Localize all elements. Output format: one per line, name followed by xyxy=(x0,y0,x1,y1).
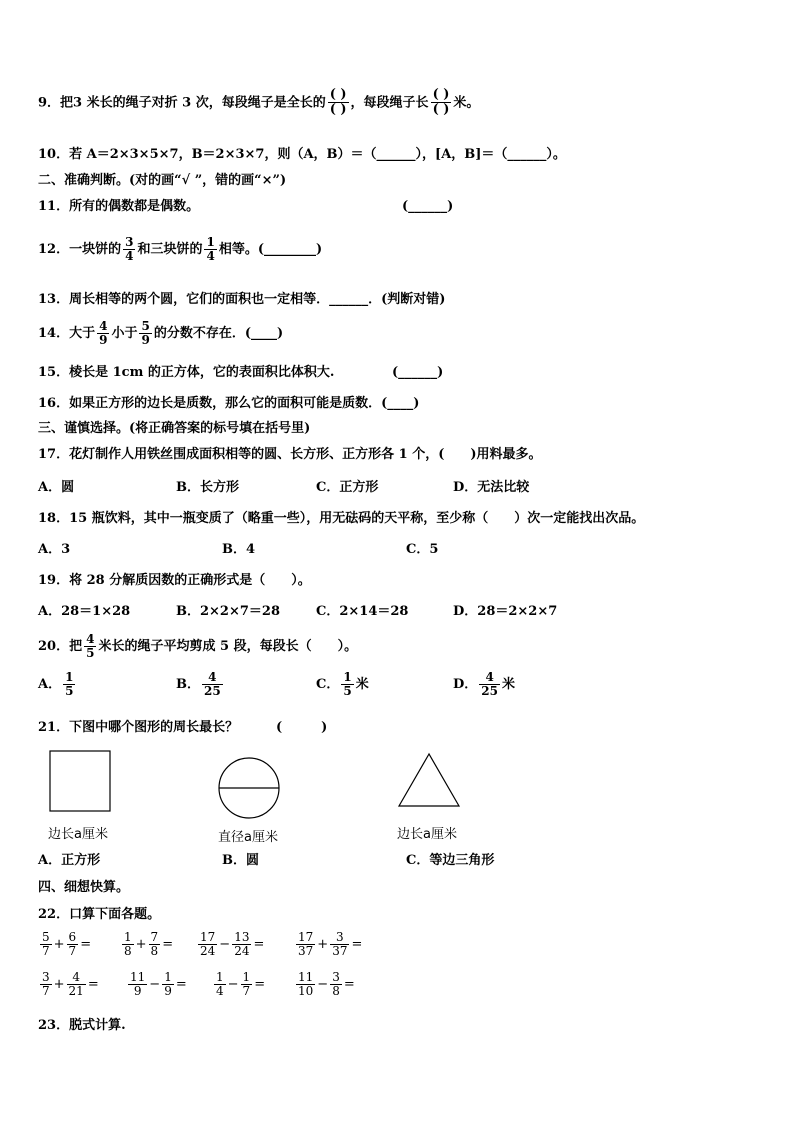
option-a[interactable]: A． $\frac{1}{5}$ xyxy=(38,670,74,699)
option-c[interactable]: C．2×14＝28 xyxy=(316,604,409,619)
fraction: $\frac{1}{4}$ xyxy=(206,235,215,264)
question-13: 13．周长相等的两个圆，它们的面积也一定相等．______．(判断对错) xyxy=(38,292,446,307)
answer-blank[interactable]: (______) xyxy=(402,199,454,214)
option-c[interactable]: C．正方形 xyxy=(316,480,379,495)
option-c[interactable]: C． $\frac{1}{5}$ 米 xyxy=(316,670,369,699)
triangle-shape xyxy=(399,754,459,806)
option-a[interactable]: A．圆 xyxy=(38,480,75,495)
triangle-label: 边长a厘米 xyxy=(397,827,457,842)
question-20: 20．把 $\frac{4}{5}$ 米长的绳子平均剪成 5 段，每段长（ ）。 xyxy=(38,632,358,661)
section-2-heading: 二、准确判断。(对的画“√ ”，错的画“×”) xyxy=(38,173,287,188)
question-15: 15．棱长是 1cm 的正方体，它的表面积比体积大. xyxy=(38,365,335,380)
section-3-heading: 三、谨慎选择。(将正确答案的标号填在括号里) xyxy=(38,421,311,436)
question-19: 19．将 28 分解质因数的正确形式是（ ）。 xyxy=(38,573,311,588)
question-9: 9．把3 米长的绳子对折 3 次，每段绳子是全长的 $\frac{( )}{( )}$ ，每段绳子长 $\frac{( )}{( )}$ 米。 xyxy=(38,87,480,118)
question-10: 10．若 A＝2×3×5×7，B＝2×3×7，则（A，B）＝（______），[A，B]＝（______）。 xyxy=(38,147,566,162)
answer-blank[interactable]: (______) xyxy=(392,365,444,380)
calc-item: $\frac{17}{37}$ + $\frac{3}{37}$ = xyxy=(298,930,363,959)
option-d[interactable]: D． $\frac{4}{25}$ 米 xyxy=(453,670,515,699)
section-4-heading: 四、细想快算。 xyxy=(38,880,130,895)
square-label: 边长a厘米 xyxy=(48,827,108,842)
fraction-blank[interactable]: $\frac{( )}{( )}$ xyxy=(432,87,450,118)
option-c[interactable]: C．等边三角形 xyxy=(406,853,495,868)
option-c[interactable]: C．5 xyxy=(406,542,439,557)
question-12: 12．一块饼的 $\frac{3}{4}$ 和三块饼的 $\frac{1}{4}$ 相等。(________) xyxy=(38,235,323,264)
option-d[interactable]: D．无法比较 xyxy=(453,480,530,495)
calc-item: $\frac{5}{7}$ + $\frac{6}{7}$ = xyxy=(42,930,92,959)
calc-item: $\frac{1}{8}$ + $\frac{7}{8}$ = xyxy=(124,930,174,959)
option-b[interactable]: B．2×2×7＝28 xyxy=(176,604,281,619)
option-b[interactable]: B． $\frac{4}{25}$ xyxy=(176,670,221,699)
option-b[interactable]: B．长方形 xyxy=(176,480,239,495)
question-21: 21．下图中哪个图形的周长最长？ xyxy=(38,720,239,735)
fraction: $\frac{4}{5}$ xyxy=(86,632,95,661)
calc-item: $\frac{17}{24}$ − $\frac{13}{24}$ = xyxy=(200,930,265,959)
option-a[interactable]: A．正方形 xyxy=(38,853,101,868)
calc-item: $\frac{3}{7}$ + $\frac{4}{21}$ = xyxy=(42,970,99,999)
calc-item: $\frac{11}{10}$ − $\frac{3}{8}$ = xyxy=(298,970,355,999)
question-22: 22．口算下面各题。 xyxy=(38,907,161,922)
question-11: 11．所有的偶数都是偶数。 xyxy=(38,199,200,214)
fraction: $\frac{3}{4}$ xyxy=(125,235,134,264)
circle-label: 直径a厘米 xyxy=(218,830,278,845)
answer-blank[interactable]: ( ) xyxy=(276,720,328,735)
option-a[interactable]: A．28＝1×28 xyxy=(38,604,131,619)
fraction: $\frac{5}{9}$ xyxy=(141,319,150,348)
question-17: 17．花灯制作人用铁丝围成面积相等的圆、长方形、正方形各 1 个，( )用料最多。 xyxy=(38,447,542,462)
calc-item: $\frac{11}{9}$ − $\frac{1}{9}$ = xyxy=(130,970,187,999)
fraction: $\frac{4}{9}$ xyxy=(99,319,108,348)
question-16: 16．如果正方形的边长是质数，那么它的面积可能是质数．(____) xyxy=(38,396,420,411)
option-d[interactable]: D．28＝2×2×7 xyxy=(453,604,558,619)
question-14: 14．大于 $\frac{4}{9}$ 小于 $\frac{5}{9}$ 的分数不存在．(____) xyxy=(38,319,284,348)
question-18: 18．15 瓶饮料，其中一瓶变质了（略重一些），用无砝码的天平称，至少称（ ）次一定能找出次品。 xyxy=(38,511,645,526)
option-a[interactable]: A．3 xyxy=(38,542,71,557)
question-23: 23．脱式计算. xyxy=(38,1018,126,1033)
square-shape xyxy=(50,751,110,811)
option-b[interactable]: B．圆 xyxy=(222,853,259,868)
option-b[interactable]: B．4 xyxy=(222,542,256,557)
calc-item: $\frac{1}{4}$ − $\frac{1}{7}$ = xyxy=(216,970,266,999)
fraction-blank[interactable]: $\frac{( )}{( )}$ xyxy=(329,87,347,118)
